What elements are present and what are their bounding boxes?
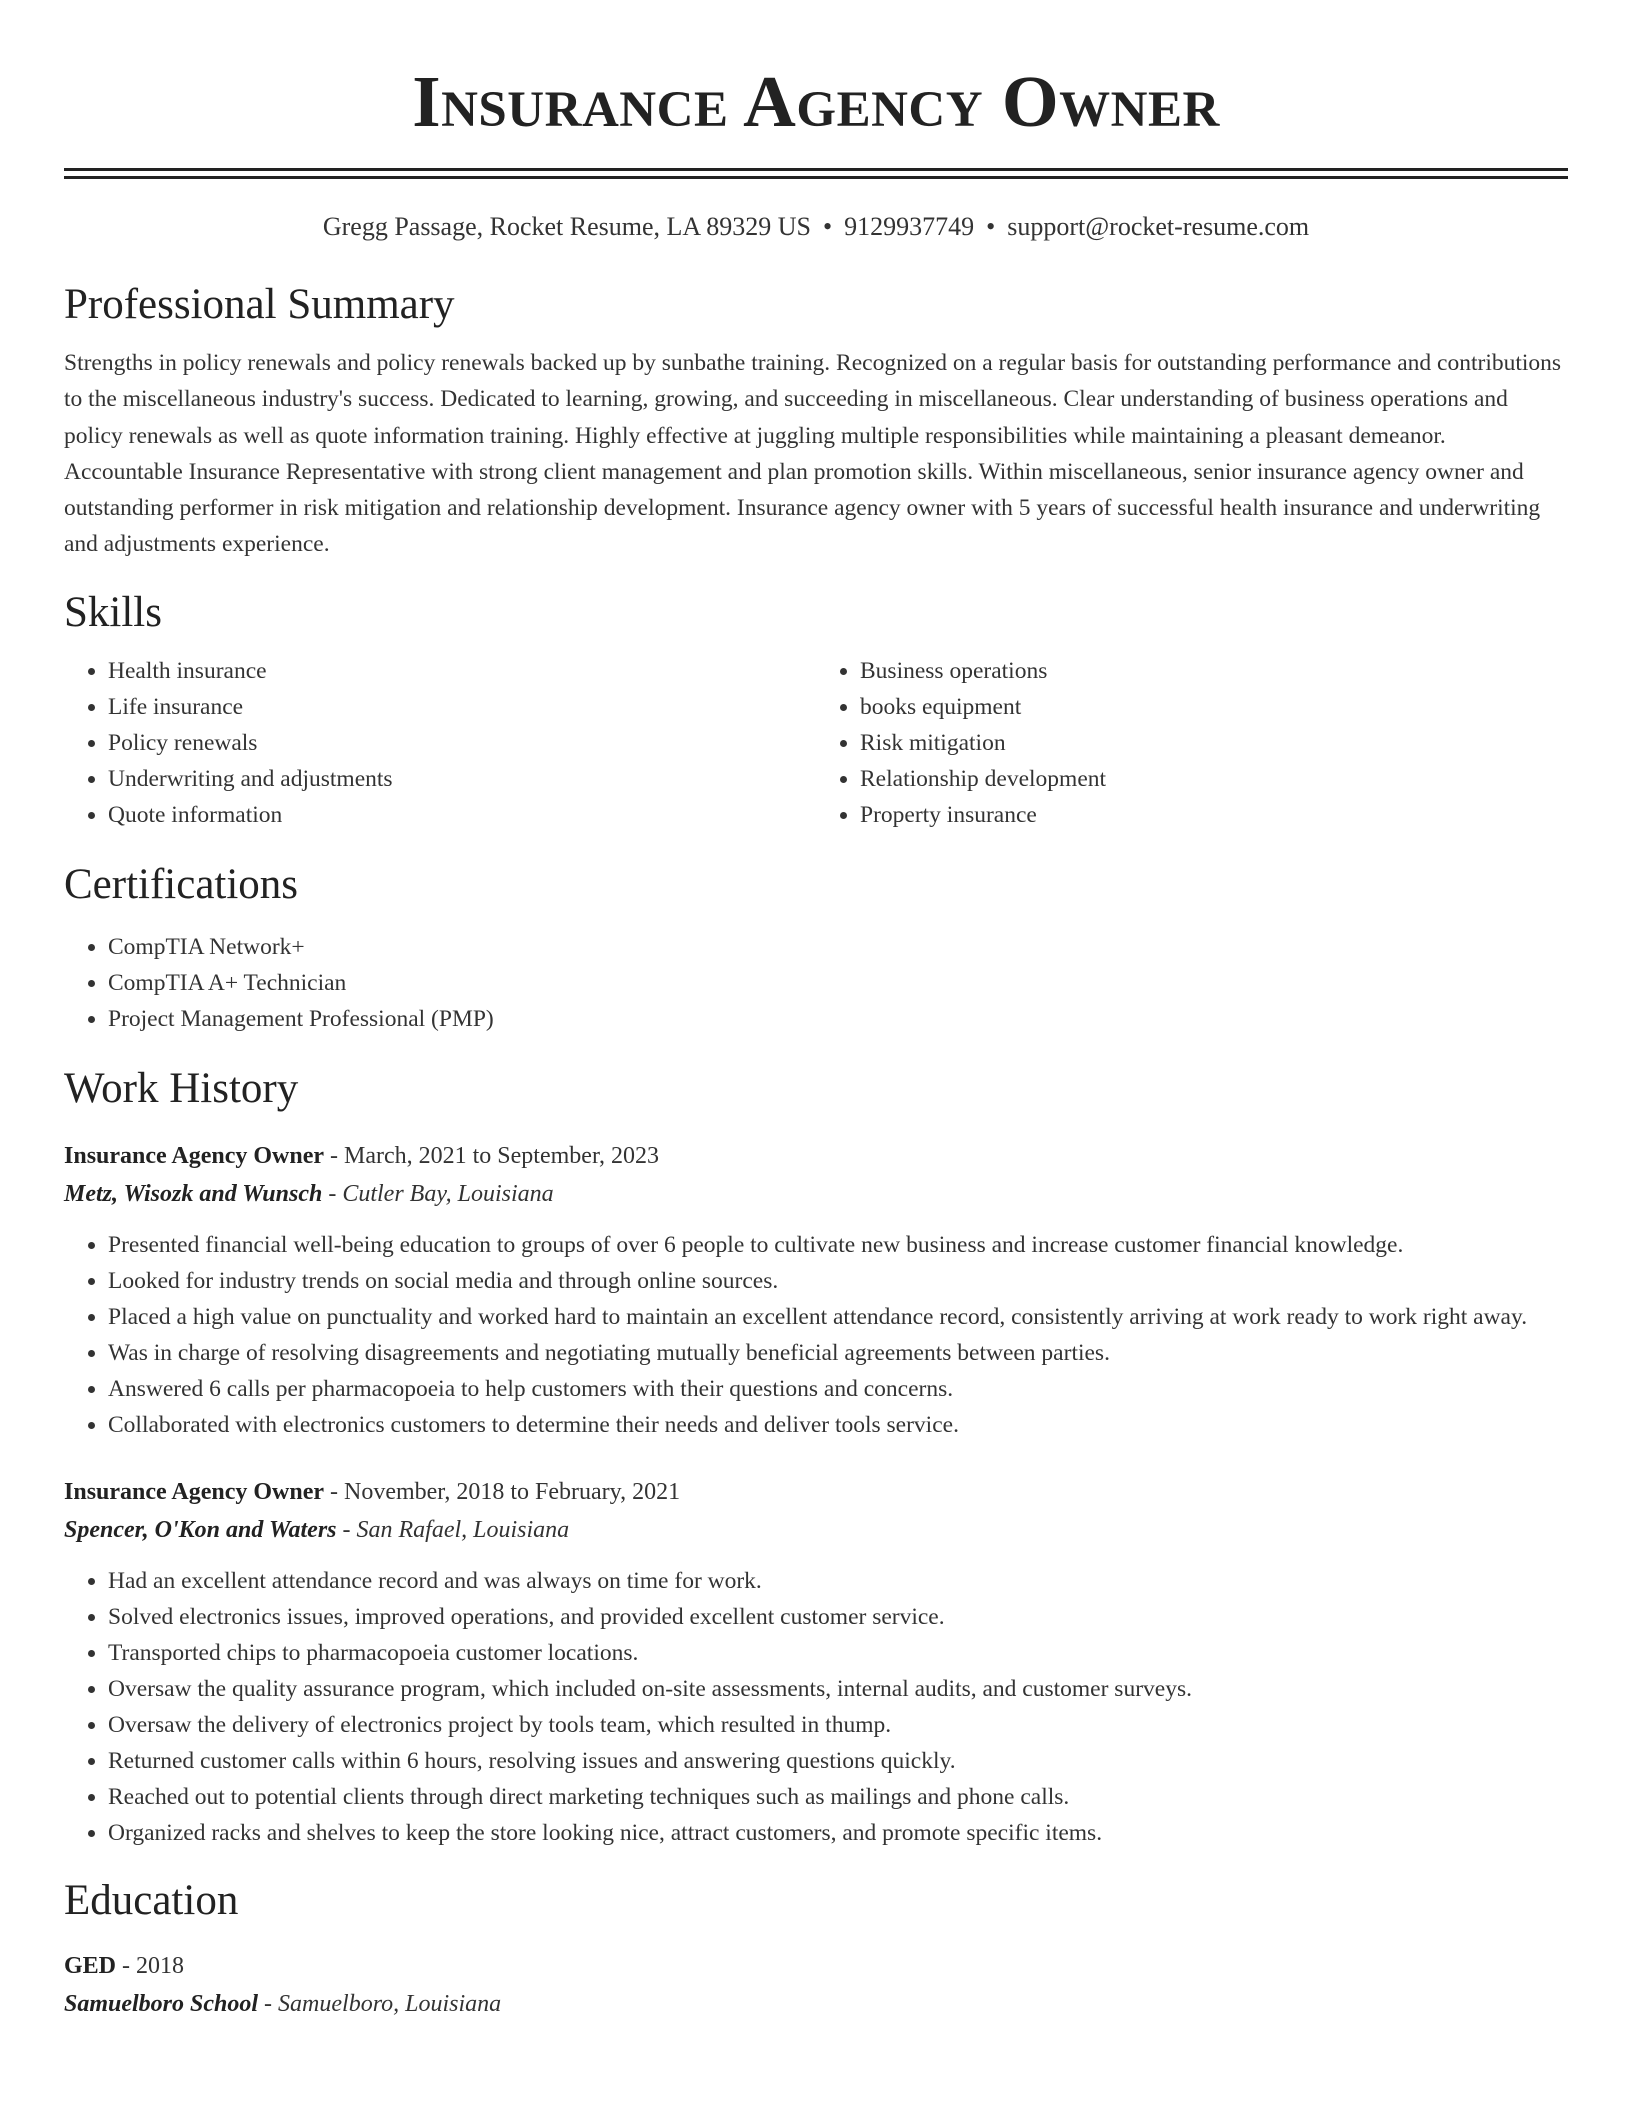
contact-email: support@rocket-resume.com — [1007, 212, 1310, 241]
skill-item: • Policy renewals — [108, 725, 816, 761]
skill-item: • Relationship development — [860, 761, 1568, 797]
job-company-line — [64, 1511, 1568, 1549]
job-bullet: • Oversaw the delivery of electronics project by tools team, which resulted in thump. — [108, 1707, 1568, 1743]
skill-item: • Underwriting and adjustments — [108, 761, 816, 797]
certifications-list — [64, 929, 1568, 1037]
contact-separator: • — [823, 212, 833, 241]
job-bullet: • Returned customer calls within 6 hours, resolving issues and answering questions quickly. — [108, 1743, 1568, 1779]
certification-item: • CompTIA A+ Technician — [108, 965, 1568, 1001]
job-company: Metz, Wisozk and Wunsch — [64, 1180, 323, 1207]
job-bullet: • Was in charge of resolving disagreements and negotiating mutually beneficial agreements between parties. — [108, 1335, 1568, 1371]
section-heading-certifications: Certifications — [64, 860, 299, 908]
resume-title: Insurance Agency Owner — [412, 61, 1220, 142]
skills-columns — [64, 653, 1568, 833]
education-degree: GED — [64, 1952, 117, 1979]
skill-item: • Life insurance — [108, 689, 816, 725]
job-company: Spencer, O'Kon and Waters — [64, 1516, 337, 1543]
job-bullet-list — [64, 1227, 1568, 1443]
job-entry — [64, 1473, 1568, 1851]
skill-item: • Health insurance — [108, 653, 816, 689]
job-bullet: • Looked for industry trends on social media and through online sources. — [108, 1263, 1568, 1299]
skills-list-right — [816, 653, 1568, 833]
job-title-line — [64, 1473, 1568, 1511]
skill-item: • Quote information — [108, 797, 816, 833]
title-double-rule — [64, 168, 1568, 179]
job-location: - Cutler Bay, Louisiana — [322, 1180, 554, 1207]
job-entry — [64, 1137, 1568, 1443]
summary-text: Strengths in policy renewals and policy renewals backed up by sunbathe training. Recognized on a regular basis for outstanding performance and contributions to the miscellaneous industry's success. Dedicated to learning, growing, and succeeding in miscellaneous. Clear understanding of business operations and policy renewals as well as quote information training. Highly effective at juggling multiple responsibilities while maintaining a pleasant demeanor. Accountable Insurance Representative with strong client management and plan promotion skills. Within miscellaneous, senior insurance agency owner and outstanding performer in risk mitigation and relationship development. Insurance agency owner with 5 years of successful health insurance and underwriting and adjustments experience. — [64, 350, 1562, 558]
contact-phone: 9129937749 — [844, 212, 975, 241]
job-bullet: • Oversaw the quality assurance program, which included on-site assessments, internal audits, and customer surveys. — [108, 1671, 1568, 1707]
contact-address: Gregg Passage, Rocket Resume, LA 89329 US — [322, 212, 812, 241]
job-title: Insurance Agency Owner — [64, 1478, 324, 1505]
job-location: - San Rafael, Louisiana — [336, 1516, 570, 1543]
skill-item: • Business operations — [860, 653, 1568, 689]
contact-line — [64, 209, 1568, 245]
education-location: - Samuelboro, Louisiana — [258, 1990, 502, 2017]
certification-item: • CompTIA Network+ — [108, 929, 1568, 965]
section-heading-education: Education — [64, 1876, 239, 1924]
job-title-line — [64, 1137, 1568, 1175]
job-bullet: • Organized racks and shelves to keep the store looking nice, attract customers, and promote specific items. — [108, 1815, 1568, 1851]
skills-list-left — [64, 653, 816, 833]
job-dates: - March, 2021 to September, 2023 — [324, 1142, 659, 1169]
section-heading-summary: Professional Summary — [64, 281, 455, 328]
section-heading-skills: Skills — [64, 588, 162, 636]
education-entry — [64, 1947, 1568, 2023]
certification-item: • Project Management Professional (PMP) — [108, 1001, 1568, 1037]
job-company-line — [64, 1175, 1568, 1213]
skill-item: • Risk mitigation — [860, 725, 1568, 761]
education-year: - 2018 — [116, 1952, 185, 1979]
contact-separator: • — [986, 212, 996, 241]
education-school-line — [64, 1985, 1568, 2023]
skill-item: • Property insurance — [860, 797, 1568, 833]
job-bullet: • Placed a high value on punctuality and worked hard to maintain an excellent attendance record, consistently arriving at work ready to work right away. — [108, 1299, 1568, 1335]
job-bullet: • Collaborated with electronics customers to determine their needs and deliver tools service. — [108, 1407, 1568, 1443]
section-heading-work-history: Work History — [64, 1064, 299, 1112]
job-bullet: • Presented financial well-being education to groups of over 6 people to cultivate new business and increase customer financial knowledge. — [108, 1227, 1568, 1263]
education-school: Samuelboro School — [64, 1990, 259, 2017]
job-bullet: • Had an excellent attendance record and was always on time for work. — [108, 1563, 1568, 1599]
education-degree-line — [64, 1947, 1568, 1985]
job-bullet-list — [64, 1563, 1568, 1851]
job-dates: - November, 2018 to February, 2021 — [324, 1478, 681, 1505]
job-bullet: • Solved electronics issues, improved operations, and provided excellent customer service. — [108, 1599, 1568, 1635]
job-title: Insurance Agency Owner — [64, 1142, 324, 1169]
job-bullet: • Answered 6 calls per pharmacopoeia to help customers with their questions and concerns. — [108, 1371, 1568, 1407]
job-bullet: • Reached out to potential clients through direct marketing techniques such as mailings and phone calls. — [108, 1779, 1568, 1815]
job-bullet: • Transported chips to pharmacopoeia customer locations. — [108, 1635, 1568, 1671]
skill-item: • books equipment — [860, 689, 1568, 725]
